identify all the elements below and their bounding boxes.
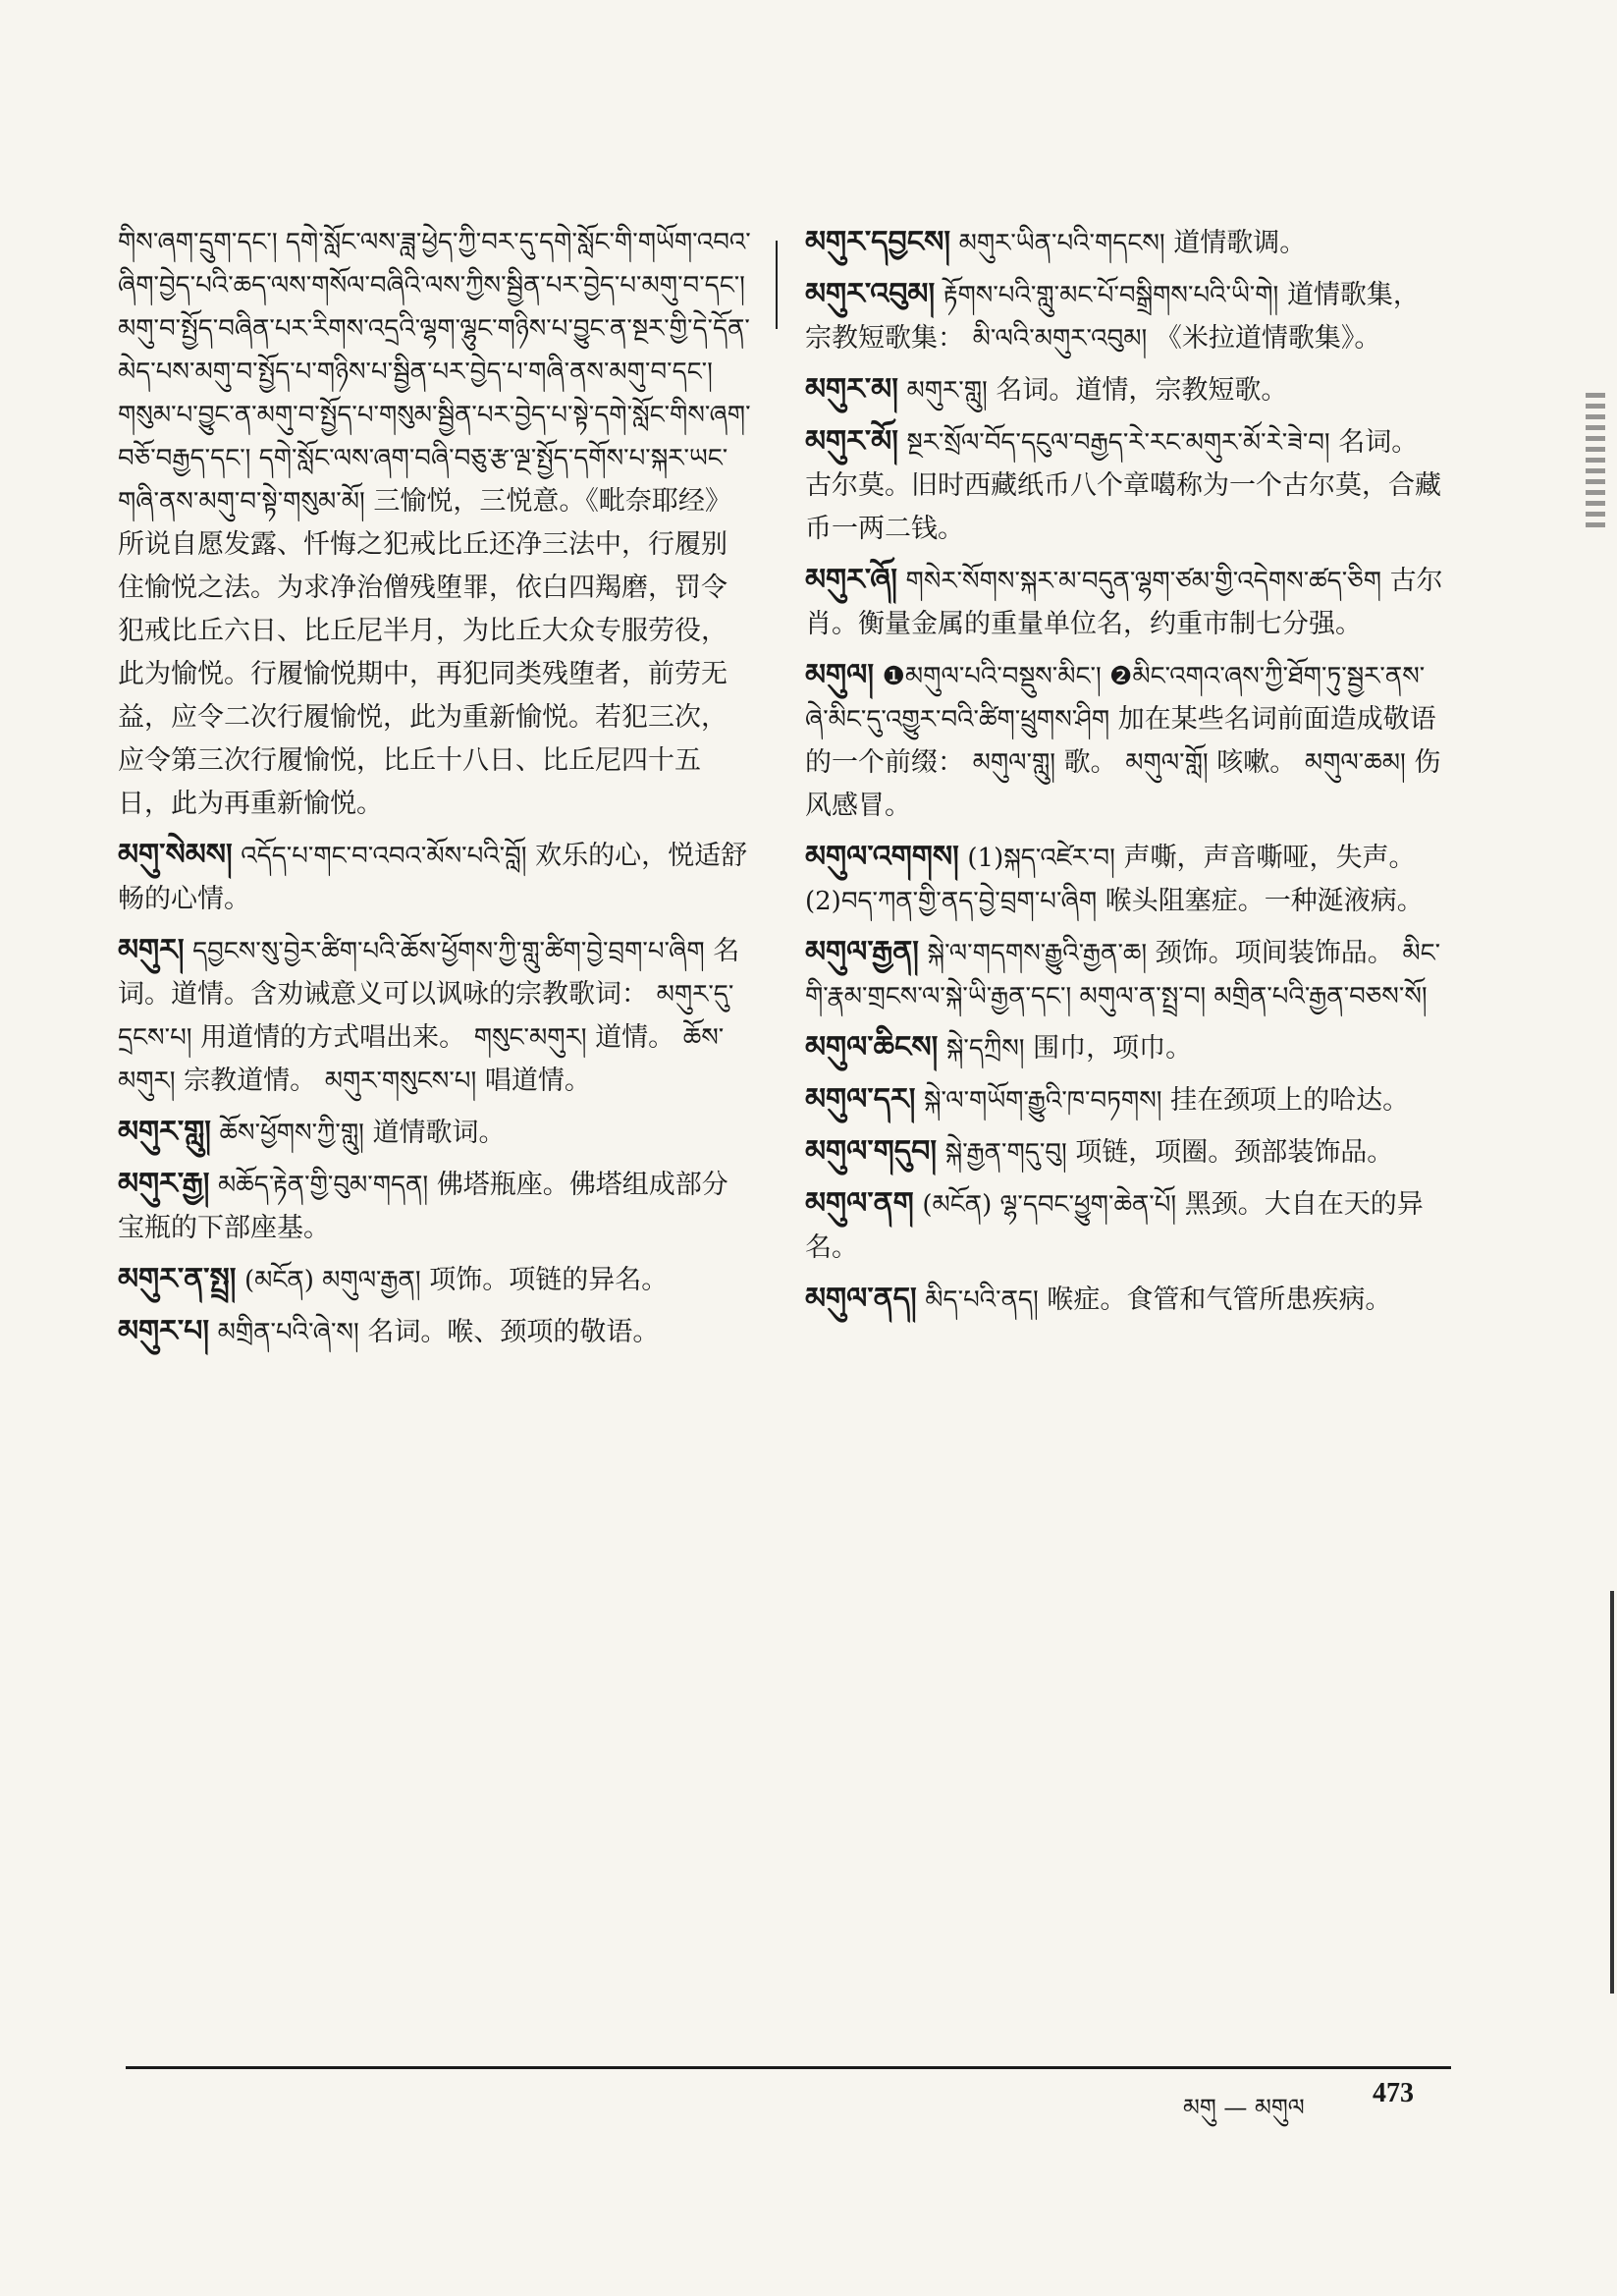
intro-entry [118,221,751,826]
headword: མགུལ་འགགས། [805,840,959,874]
chinese-def: 宗教道情。 [184,1066,317,1096]
dictionary-entry [805,1078,1443,1122]
chinese-def: 道情。 [595,1022,675,1053]
chinese-def: 道情歌集，宗教短歌集： [805,280,1420,354]
chinese-def: 伤风感冒。 [805,747,1441,821]
tibetan-def: སྔར་སྲོལ་བོད་དངུལ་བརྒྱད་རེ་རང་མགུར་མོ་རེ་ཟེ་བ། [906,428,1330,458]
headword: མགུལ་དར། [805,1082,916,1117]
tibetan-def: ❶མགུལ་པའི་བསྡུས་མིང་། ❷མིང་འགའ་ཞས་ཀྱི་ཐོག་ཏུ་སྦྱར་ནས་ཞེ་མིང་དུ་འགྱུར་བའི་ཚིག་ཕྲུགས་ཤིག [805,662,1426,735]
tibetan-def: གསུང་མགུར། [473,1023,587,1053]
headword: མགུར་ན་སྤྲ། [118,1262,237,1296]
tibetan-def: ཆོས་ཕྱོགས་ཀྱི་གླུ། [219,1119,364,1148]
chinese-def: 唱道情。 [484,1066,591,1096]
chinese-def: 颈饰。项间装饰品。 [1155,938,1394,968]
headword: མགུལ་ནག [805,1186,914,1221]
tibetan-def: (2)བད་ཀན་གྱི་ནད་བྱེ་བྲག་པ་ཞིག [805,887,1098,916]
chinese-def: 围巾，项巾。 [1033,1033,1193,1064]
chinese-def: 喉头阻塞症。一种涎液病。 [1105,886,1424,916]
headword: མགུར་གླུ། [118,1115,211,1149]
dictionary-entry [118,834,751,921]
headword: མགུ་སེམས། [118,838,233,872]
chinese-def: 名词。道情。含劝诫意义可以讽咏的宗教歌词： [118,936,740,1010]
headword: མགུར་རྒྱ། [118,1167,210,1201]
chinese-def: 项链，项圈。颈部装饰品。 [1075,1137,1394,1168]
headword: མགུར། [118,933,185,967]
left-entry-list [118,834,751,1354]
chinese-def: 歌。 [1063,747,1117,778]
tibetan-def: མགུལ་ཆམ། [1304,748,1406,778]
dictionary-entry [805,420,1443,551]
chinese-def: 道情歌调。 [1173,228,1307,258]
left-column [118,221,751,1362]
edge-line [1610,1591,1614,1994]
tibetan-def: མགྲིན་པའི་ཞེ་ས། [217,1318,359,1347]
chinese-def: 古尔肖。衡量金属的重量单位名，约重市制七分强。 [805,566,1443,639]
chinese-def: 《米拉道情歌集》。 [1155,323,1381,354]
headword: མགུར་མ། [805,372,898,407]
right-column [805,221,1443,1330]
tibetan-def: མིང་གི་རྣམ་གྲངས་ལ་སྐེ་ཡི་རྒྱན་དང་། མགུལ་ན་སྤྲ་བ། མགྲིན་པའི་རྒྱན་བཅས་སོ། [805,939,1441,1011]
dictionary-entry [805,654,1443,828]
tibetan-def: སྐེ་ལ་གཡོག་རྒྱུའི་ཁ་བཏགས། [923,1086,1162,1116]
tibetan-def: དབྱངས་སུ་བྱེར་ཚིག་པའི་ཆོས་ཕྱོགས་ཀྱི་གླུ་ཚིག་བྱེ་བྲག་པ་ཞིག [192,937,705,966]
dictionary-entry [118,1310,751,1354]
dictionary-entry [805,1026,1443,1070]
headword: མགུལ་ནད། [805,1282,917,1316]
chinese-def: 黑颈。大自在天的异名。 [805,1189,1424,1263]
edge-marks [1586,393,1605,530]
tibetan-def: མགུར་ཡིན་པའི་གདངས། [958,229,1165,258]
chinese-def: 欢乐的心，悦适舒畅的心情。 [118,841,748,914]
tibetan-def: མི་ལའི་མགུར་འབུམ། [972,324,1148,354]
running-head: མགུ — མགུལ [1183,2094,1305,2121]
headword: མགུལ་རྒྱན། [805,935,919,969]
right-entry-list [805,221,1443,1322]
tibetan-def: མགུར་གླུ། [906,376,988,406]
tibetan-def: མཆོད་རྟེན་གྱི་བུམ་གདན། [218,1171,429,1200]
footer-rule [126,2066,1451,2069]
intro-chinese: 三愉悦，三悦意。《毗奈耶经》所说自愿发露、忏悔之犯戒比丘还净三法中，行履别住愉悦之法。为求净治僧残堕罪，依白四羯磨，罚令犯戒比丘六日、比丘尼半月，为比丘大众专服劳役，此为愉悦。行履愉悦期中，再犯同类残堕者，前劳无益，应令二次行履愉悦，此为重新愉悦。若犯三次，应令第三次行履愉悦，比丘十八日、比丘尼四十五日，此为再重新愉悦。 [118,486,731,819]
dictionary-entry [805,1278,1443,1322]
headword: མགུལ་གདུབ། [805,1134,938,1169]
headword: མགུར་མོ། [805,424,898,459]
tibetan-def: རྟོགས་པའི་གླུ་མང་པོ་བསྒྲིགས་པའི་ཡི་གེ། [943,281,1279,310]
tibetan-def: (མངོན) ལྷ་དབང་ཕྱུག་ཆེན་པོ། [922,1190,1177,1220]
tibetan-def: མགུལ་གླུ། [972,748,1056,778]
tibetan-def: ཆོས་མགུར། [118,1023,725,1096]
dictionary-entry [118,1111,751,1155]
page-number: 473 [1373,2078,1414,2108]
chinese-def: 喉症。食管和气管所患疾病。 [1047,1285,1392,1315]
dictionary-entry [805,1182,1443,1270]
dictionary-entry [805,368,1443,412]
chinese-def: 声嘶，声音嘶哑，失声。 [1123,843,1416,873]
tibetan-def: གསེར་སོགས་སྐར་མ་བདུན་ལྷག་ཙམ་གྱི་འདེགས་ཚད་ཅིག [905,567,1382,596]
chinese-def: 挂在颈项上的哈达。 [1170,1085,1410,1116]
column-divider [776,241,778,329]
chinese-def: 名词。道情，宗教短歌。 [996,375,1288,406]
headword: མགུར་པ། [118,1314,210,1348]
dictionary-entry [118,1258,751,1302]
chinese-def: 名词。古尔莫。旧时西藏纸币八个章噶称为一个古尔莫，合藏币一两二钱。 [805,427,1441,544]
tibetan-def: སྐེ་ལ་གདགས་རྒྱུའི་རྒྱན་ཆ། [927,939,1148,968]
chinese-def: 加在某些名词前面造成敬语的一个前缀： [805,704,1436,778]
tibetan-def: སྐེ་རྒྱན་གདུ་བུ། [944,1138,1067,1168]
headword: མགུར་འབུམ། [805,277,936,311]
chinese-def: 咳嗽。 [1216,747,1297,778]
tibetan-def: མགུར་གསུངས་པ། [324,1066,477,1096]
tibetan-def: (1)སྐད་འཛེར་བ། [967,844,1115,873]
intro-tibetan: གིས་ཞག་དྲུག་དང་། དགེ་སློང་ལས་ཟླ་ཕྱེད་ཀྱི་བར་དུ་དགེ་སློང་གི་གཡོག་འབའ་ཞིག་བྱེད་པའི་ཆད་ལས་གསོལ་བཞིའི་ལས་ཀྱིས་སྦྱིན་པར་བྱེད་པ་མགུ་བ་དང་། མགུ་བ་སྤྱོད་བཞིན་པར་རིགས་འདྲའི་ལྷག་ལྷུང་གཉིས་པ་བྱུང་ན་སྔར་གྱི་དེ་དོན་མེད་པས་མགུ་བ་སྤྱོད་པ་གཉིས་པ་སྦྱིན་པར་བྱེད་པ་གཞི་ནས་མགུ་བ་དང་། གསུམ་པ་བྱུང་ན་མགུ་བ་སྤྱོད་པ་གསུམ་སྦྱིན་པར་བྱེད་པ་སྟེ་དགེ་སློང་གིས་ཞག་བཅོ་བརྒྱད་དང་། དགེ་སློང་ལས་ཞག་བཞི་བཅུ་རྩ་ལྔ་སྤྱོད་དགོས་པ་སྐར་ཡང་གཞི་ནས་མགུ་བ་སྟེ་གསུམ་མོ། [118,228,751,517]
chinese-def: 名词。喉、颈项的敬语。 [367,1317,660,1347]
dictionary-entry [805,931,1443,1018]
tibetan-def: འདོད་པ་གང་བ་འབའ་མོས་པའི་བློ། [241,842,527,871]
tibetan-def: མགུལ་གློ། [1125,748,1209,778]
headword: མགུལ་ཆིངས། [805,1030,939,1065]
dictionary-entry [805,836,1443,923]
tibetan-def: སྐེ་དཀྲིས། [945,1034,1025,1064]
chinese-def: 佛塔瓶座。佛塔组成部分宝瓶的下部座基。 [118,1170,728,1243]
tibetan-def: མགུར་དུ་དྲངས་པ། [118,980,734,1053]
dictionary-entry [805,273,1443,360]
tibetan-def: མིད་པའི་ནད། [925,1285,1039,1315]
tibetan-def: (མངོན) མགུལ་རྒྱན། [243,1266,421,1295]
headword: མགུར་དབྱངས། [805,225,950,259]
headword: མགུལ། [805,658,875,692]
dictionary-entry [118,929,751,1103]
chinese-def: 用道情的方式唱出来。 [200,1022,466,1053]
dictionary-entry [805,221,1443,265]
dictionary-entry [805,559,1443,646]
headword: མགུར་ཞོ། [805,563,897,597]
dictionary-entry [118,1163,751,1250]
dictionary-entry [805,1130,1443,1175]
chinese-def: 道情歌词。 [372,1118,506,1148]
chinese-def: 项饰。项链的异名。 [429,1265,669,1295]
